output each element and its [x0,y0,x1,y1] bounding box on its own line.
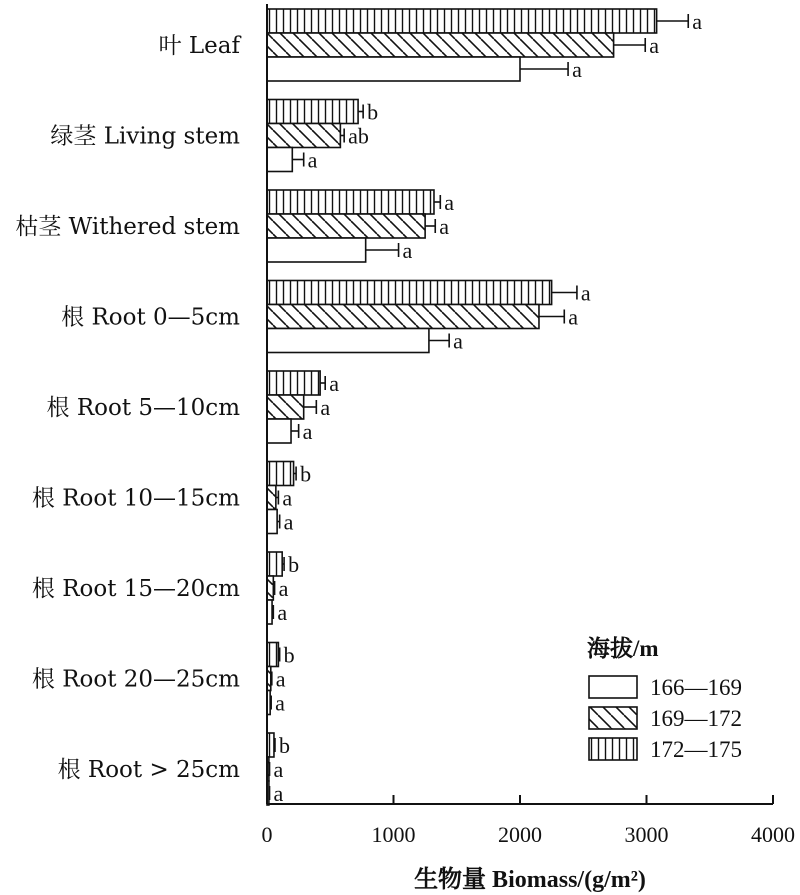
significance-label: b [283,642,295,668]
bar [267,238,366,262]
bar-group [267,667,286,692]
significance-label: a [275,690,285,716]
x-axis-title: 生物量 Biomass/(g/m²) [414,867,646,893]
significance-label: a [439,214,450,239]
significance-label: a [572,57,582,82]
bar-group [267,100,378,125]
bar-group [267,305,578,330]
significance-label: a [307,147,318,173]
bar [267,733,274,757]
legend-label: 172—175 [650,737,742,762]
bar [267,148,292,172]
category-label: 绿茎 Living stem [50,123,240,150]
legend-item [589,706,742,731]
significance-label: a [692,9,703,34]
significance-label: a [444,190,455,215]
bar [267,281,552,305]
bar [267,190,434,214]
legend-title: 海拔/m [587,636,659,661]
category-label: 根 Root 10—15cm [31,485,240,512]
bar-group [267,190,454,215]
bar [267,9,657,33]
significance-label: a [329,371,339,396]
bar [267,371,320,395]
bar [267,486,276,510]
bar [267,214,425,238]
bar [267,33,614,57]
bar-group [267,371,339,396]
significance-label: a [273,781,284,806]
bar-group [267,691,285,716]
bar-group [267,419,313,444]
bar [267,57,520,81]
bar [267,643,278,667]
category-label: 根 Root 5—10cm [46,395,240,421]
legend-swatch [589,707,637,729]
bar-group [267,238,413,263]
category-label: 根 Root 20—25cm [31,666,240,693]
significance-label: a [278,576,289,601]
bar-group [267,214,449,239]
bar [267,329,429,353]
significance-label: a [649,33,660,58]
significance-label: a [275,666,286,692]
significance-label: b [278,733,290,758]
bar [267,395,304,419]
significance-label: a [453,328,463,354]
bar [267,510,277,534]
legend-item [589,675,742,700]
significance-label: a [273,757,284,782]
significance-label: ab [348,123,369,149]
bar-group [267,57,582,82]
bar-group [267,552,299,577]
significance-label: a [320,395,331,420]
significance-label: b [288,552,300,577]
category-label: 叶 Leaf [158,33,240,59]
bar [267,552,282,576]
legend [587,635,742,762]
bar [267,124,340,148]
bar [267,419,291,443]
category-label: 根 Root > 25cm [57,757,240,783]
significance-label: a [580,280,591,306]
significance-label: a [568,304,579,330]
significance-label: a [402,238,413,263]
x-tick-label: 2000 [498,822,542,847]
significance-label: a [283,509,294,535]
bar-group [267,124,369,149]
bar-group [267,733,290,758]
legend-swatch [589,676,637,698]
bar-group [267,9,702,34]
bar [267,462,294,486]
category-label: 枯茎 Withered stem [15,214,240,240]
significance-label: b [367,99,379,125]
legend-label: 166—169 [650,675,742,700]
bar-group [267,757,284,782]
bar-group [267,510,294,535]
legend-label: 169—172 [650,706,742,731]
significance-label: a [302,419,313,444]
significance-label: a [277,600,288,625]
significance-label: a [282,485,293,511]
bar [267,305,539,329]
legend-item [589,737,742,762]
x-tick-label: 3000 [624,822,669,847]
category-labels [15,33,241,783]
x-tick-label: 0 [261,822,273,847]
bar-group [267,33,659,58]
bar-group [267,395,330,420]
bar-group [267,281,591,306]
bar-group [267,643,295,668]
bar-group [267,462,311,487]
bar-group [267,329,463,354]
legend-swatch [589,738,637,760]
x-tick-label: 4000 [751,822,795,847]
bar-group [267,781,284,806]
significance-label: b [300,461,312,487]
bar-group [267,600,287,625]
bar-group [267,576,289,601]
category-label: 根 Root 15—20cm [31,576,240,602]
bar [267,100,358,124]
bar-group [267,486,292,511]
category-label: 根 Root 0—5cm [61,304,240,331]
bar-group [267,148,318,173]
x-tick-label: 1000 [371,822,416,847]
